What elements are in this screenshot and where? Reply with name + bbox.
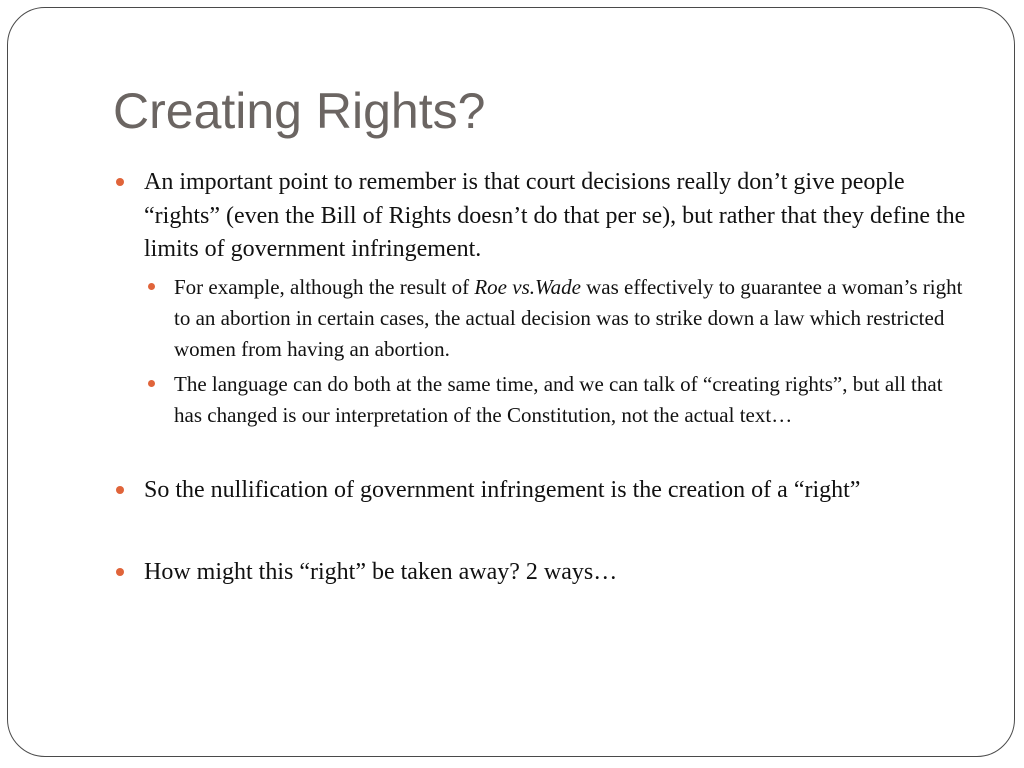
sub-bullet-text: The language can do both at the same time, and we can talk of “creating rights”, but all that has changed is our interpretation of the Constitution, not the actual text… — [174, 371, 943, 427]
bullet-dot-icon — [116, 178, 124, 186]
bullet-text: An important point to remember is that court decisions really don’t give people “rights” (even the Bill of Rights doesn’t do that per se), but rather that they define the limits of government infringement. — [144, 169, 966, 262]
bullet-item — [113, 166, 973, 267]
slide-content — [113, 166, 973, 590]
case-name: Roe vs.Wade — [474, 274, 581, 299]
sub-bullet-text-start: For example, although the result of — [174, 274, 475, 299]
bullet-item — [113, 556, 973, 590]
sub-bullet-item — [144, 272, 973, 365]
bullet-dot-icon — [148, 283, 155, 290]
bullet-dot-icon — [148, 380, 155, 387]
sub-bullet-item — [144, 369, 973, 431]
bullet-text: How might this “right” be taken away? 2 ways… — [144, 559, 618, 585]
bullet-dot-icon — [116, 486, 124, 494]
bullet-text: So the nullification of government infringement is the creation of a “right” — [144, 476, 861, 503]
sub-bullet-text-end: was effectively to guarantee a woman’s right to an abortion in certain cases, the actual decision was to strike down a law which restricted women from having an abortion. — [174, 274, 963, 361]
bullet-item — [113, 474, 973, 508]
slide-title: Creating Rights? — [113, 83, 486, 139]
bullet-dot-icon — [116, 568, 124, 576]
